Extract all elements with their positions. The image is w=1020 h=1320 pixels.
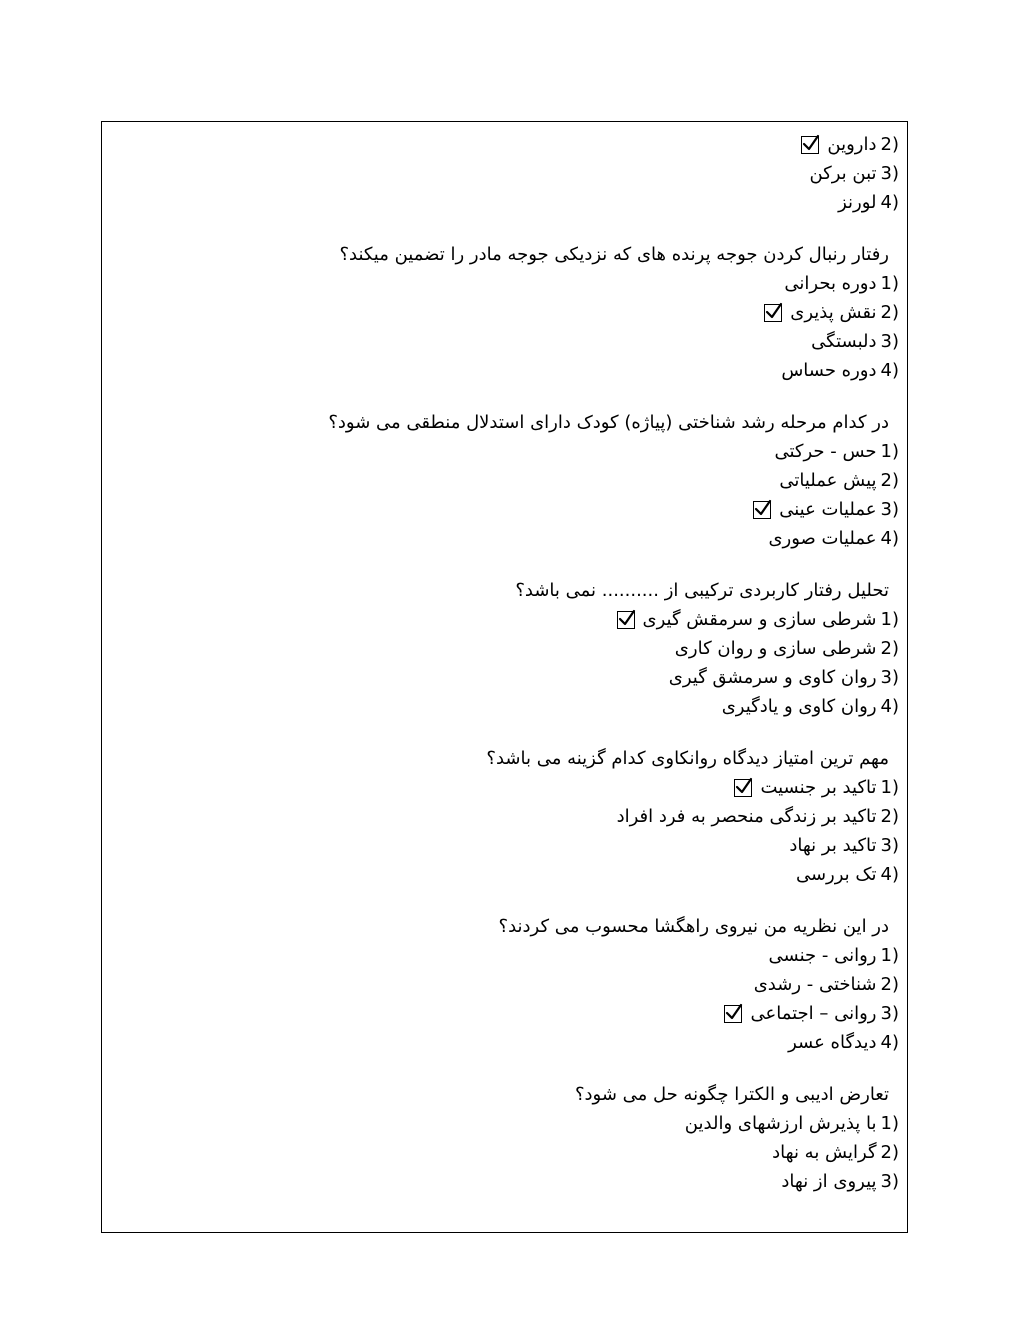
- option-text: شرطی سازی و سرمقش گیری: [642, 609, 877, 630]
- option-number: 3): [880, 667, 899, 688]
- option-text: پیروی از نهاد: [781, 1171, 877, 1192]
- option-number: 1): [880, 609, 899, 630]
- option-number: 1): [880, 441, 899, 462]
- option-text: با پذیرش ارزشهای والدین: [684, 1113, 877, 1134]
- option-number: 4): [880, 528, 899, 549]
- option-text: دلبستگی: [811, 331, 877, 352]
- question-text: تحلیل رفتار کاربردی ترکیبی از .......... نمی باشد؟: [515, 580, 889, 601]
- answer-option: [119, 327, 899, 356]
- checked-box-icon: [617, 611, 635, 629]
- option-text: شرطی سازی و روان کاری: [674, 638, 877, 659]
- answer-option: [119, 1109, 899, 1138]
- option-number: 1): [880, 777, 899, 798]
- option-text: تاکید بر جنسیت: [760, 777, 877, 798]
- option-number: 2): [880, 302, 899, 323]
- quiz-content: [119, 130, 899, 1196]
- option-text: روان کاوی و یادگیری: [721, 696, 877, 717]
- answer-option: [119, 437, 899, 466]
- checked-box-icon: [764, 304, 782, 322]
- option-text: عملیات عینی: [779, 499, 877, 520]
- option-number: 3): [880, 1171, 899, 1192]
- answer-option: [119, 802, 899, 831]
- answer-option: [119, 269, 899, 298]
- option-number: 3): [880, 1003, 899, 1024]
- option-number: 2): [880, 134, 899, 155]
- option-number: 4): [880, 864, 899, 885]
- question-text: رفتار رنبال کردن جوجه پرنده های که نزدیکی جوجه مادر را تضمین میکند؟: [339, 244, 889, 265]
- option-number: 4): [880, 1032, 899, 1053]
- answer-option: [119, 692, 899, 721]
- checked-box-icon: [734, 779, 752, 797]
- document-frame: [101, 121, 908, 1233]
- option-text: حس - حرکتی: [774, 441, 877, 462]
- question-text: مهم ترین امتیاز دیدگاه روانکاوی کدام گزینه می باشد؟: [486, 748, 889, 769]
- option-text: تک بررسی: [795, 864, 877, 885]
- answer-option: [119, 1167, 899, 1196]
- option-number: 2): [880, 638, 899, 659]
- answer-option: [119, 1138, 899, 1167]
- option-number: 3): [880, 499, 899, 520]
- checked-box-icon: [753, 501, 771, 519]
- question-text: تعارض ادیبی و الکترا چگونه حل می شود؟: [574, 1084, 889, 1105]
- option-text: تاکید بر نهاد: [789, 835, 877, 856]
- option-number: 1): [880, 945, 899, 966]
- answer-option: [119, 188, 899, 217]
- option-number: 4): [880, 360, 899, 381]
- question-text: در کدام مرحله رشد شناختی (پیاژه) کودک دارای استدلال منطقی می شود؟: [328, 412, 889, 433]
- option-number: 3): [880, 331, 899, 352]
- checked-box-icon: [801, 136, 819, 154]
- option-text: روانی – اجتماعی: [750, 1003, 877, 1024]
- option-text: دیدگاه عسر: [788, 1032, 877, 1053]
- option-text: عملیات صوری: [768, 528, 877, 549]
- option-number: 3): [880, 163, 899, 184]
- option-text: شناختی - رشدی: [753, 974, 877, 995]
- option-text: دوره حساس: [781, 360, 877, 381]
- option-text: داروین: [827, 134, 877, 155]
- option-text: نقش پذیری: [790, 302, 877, 323]
- answer-option: [119, 970, 899, 999]
- option-text: روان کاوی و سرمشق گیری: [668, 667, 877, 688]
- option-number: 2): [880, 974, 899, 995]
- option-text: روانی - جنسی: [768, 945, 877, 966]
- answer-option: [119, 860, 899, 889]
- option-text: پیش عملیاتی: [779, 470, 877, 491]
- option-text: تاکید بر زندگی منحصر به فرد افراد: [616, 806, 877, 827]
- answer-option: [119, 634, 899, 663]
- option-text: لورنز: [838, 192, 877, 213]
- option-number: 4): [880, 192, 899, 213]
- option-number: 1): [880, 273, 899, 294]
- answer-option: [119, 941, 899, 970]
- answer-option: [119, 999, 899, 1028]
- answer-option: [119, 1028, 899, 1057]
- answer-option: [119, 130, 899, 159]
- answer-option: [119, 159, 899, 188]
- answer-option: [119, 831, 899, 860]
- option-text: گرایش به نهاد: [772, 1142, 877, 1163]
- question-text: در این نظریه من نیروی راهگشا محسوب می کردند؟: [498, 916, 889, 937]
- option-number: 2): [880, 470, 899, 491]
- answer-option: [119, 773, 899, 802]
- answer-option: [119, 524, 899, 553]
- option-number: 4): [880, 696, 899, 717]
- answer-option: [119, 495, 899, 524]
- answer-option: [119, 663, 899, 692]
- option-text: دوره بحرانی: [784, 273, 877, 294]
- option-text: تبن برکن: [809, 163, 877, 184]
- option-number: 2): [880, 806, 899, 827]
- answer-option: [119, 466, 899, 495]
- answer-option: [119, 356, 899, 385]
- answer-option: [119, 298, 899, 327]
- answer-option: [119, 605, 899, 634]
- option-number: 2): [880, 1142, 899, 1163]
- checked-box-icon: [724, 1005, 742, 1023]
- option-number: 3): [880, 835, 899, 856]
- option-number: 1): [880, 1113, 899, 1134]
